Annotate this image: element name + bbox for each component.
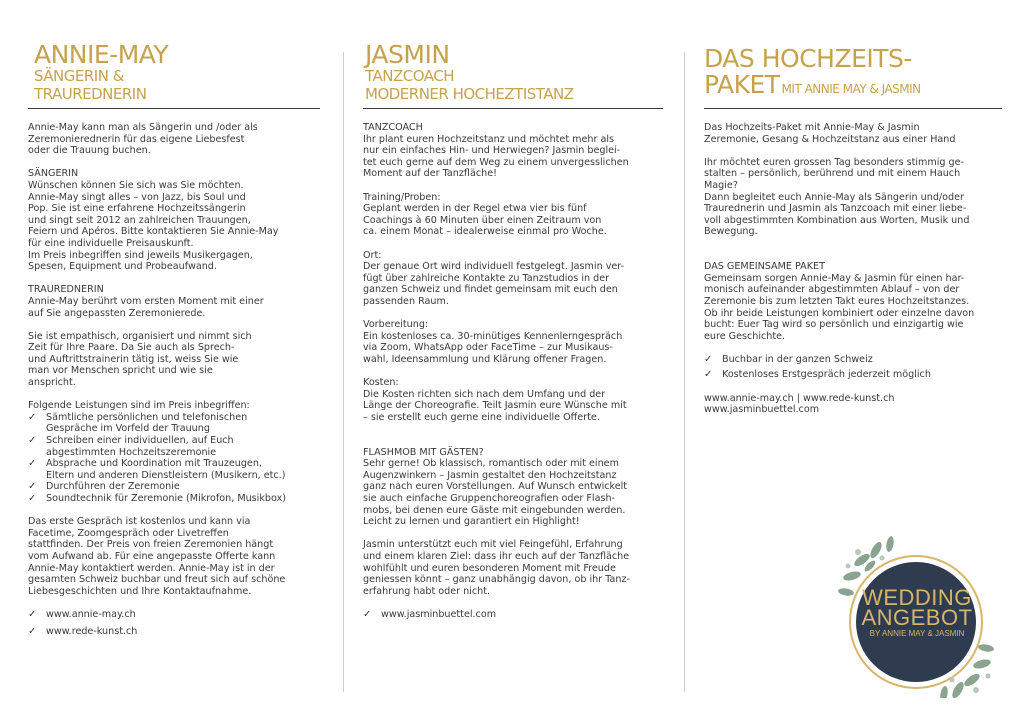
- link-jasminbuettel[interactable]: ✓ www.jasminbuettel.com: [363, 608, 497, 620]
- list-item: ✓ Sämtliche persönlichen und telefonischen Gespräche im Vorfeld der Trauung: [28, 411, 248, 435]
- tanzcoach-text: Ihr plant euren Hochzeitstanz und möchtet mehr als nur ein einfaches Hin- und Herwiegen? Jasmin beglei- tet euch gerne auf dem Weg zu einem unvergesslichen Moment auf der Tanzfläche!: [363, 133, 629, 180]
- flashmob-text: Sehr gerne! Ob klassisch, romantisch oder mit einem Augenzwinkern – Jasmin gestaltet den Hochzeitstanz ganz nach euren Vorstellungen. Auf Wunsch entwickelt sie auch einfache Gruppenchoreografien oder Flash- mobs, bei denen eure Gäste mit eingebunden werden. Leicht zu lernen und garantiert ein Highlight!: [363, 458, 628, 528]
- paket-tag-text: Ihr möchtet euren grossen Tag besonders stimmig ge- stalten – persönlich, berührend und mit einem Hauch Magie? Dann begleitet euch Annie-May als Sängerin und/oder Traurednerin und Jasmin als Tanzcoach mit einer liebe- voll abgestimmten Kombination aus Worten, Musik und Bewegung.: [704, 156, 970, 238]
- annie-may-body: [28, 122, 320, 637]
- paket-title-2-row: [704, 72, 921, 102]
- paket-rule: [704, 108, 1002, 109]
- support-text: Jasmin unterstützt euch mit viel Feingefühl, Erfahrung und einem klaren Ziel: dass ihr euch auf der Tanzfläche wohlfühlt und euren besonderen Moment mit Freude geniessen könnt – ganz unabhängig davon, ob ihr Tanz- erfahrung habt oder nicht.: [363, 539, 630, 597]
- annie-may-subtitle-2: TRAUREDNERIN: [34, 85, 147, 103]
- column-annie-may: [28, 0, 320, 728]
- gespraech-text: Das erste Gespräch ist kostenlos und kann via Facetime, Zoomgespräch oder Livetreffen stattfinden. Der Preis von freien Zeremonien hängt vom Aufwand ab. Für eine angepasste Offerte kann Annie-May kontaktiert werden. Annie-May ist in der gesamten Schweiz buchbar und freut sich auf schöne Liebesgeschichten und Ihre Kontaktaufnahme.: [28, 516, 286, 597]
- training-heading: Training/Proben:: [363, 191, 441, 203]
- paket-body: [704, 122, 1002, 416]
- list-item: ✓ Durchführen der Zeremonie: [28, 481, 180, 493]
- badge-wedding: WEDDING: [862, 585, 972, 610]
- annie-may-subtitle-1: SÄNGERIN &: [34, 67, 124, 85]
- kosten-heading: Kosten:: [363, 377, 399, 389]
- annie-may-intro: Annie-May kann man als Sängerin und /oder als Zeremonierednerin für das eigene Liebesfest oder die Trauung buchen.: [28, 122, 258, 157]
- badge-text: [832, 585, 994, 640]
- vorbereitung-text: Ein kostenloses ca. 30-minütiges Kennenlerngespräch via Zoom, WhatsApp oder FaceTime – zur Musikaus- wahl, Ideensammlung und Klärung offener Fragen.: [363, 330, 623, 365]
- badge-by: BY ANNIE MAY & JASMIN: [869, 629, 965, 638]
- jasmin-subtitle-2: MODERNER HOCHEZTISTANZ: [365, 85, 574, 103]
- paket-title-1: DAS HOCHZEITS-: [704, 44, 912, 73]
- ort-heading: Ort:: [363, 249, 382, 261]
- traurednerin-text: Annie-May berührt vom ersten Moment mit einer auf Sie angepassten Zeremonierede.: [28, 295, 264, 319]
- check-icon: ✓: [28, 458, 37, 470]
- tanzcoach-heading: TANZCOACH: [363, 122, 423, 133]
- jasmin-rule: [363, 108, 663, 109]
- check-icon: ✓: [28, 435, 37, 447]
- list-item: ✓ Schreiben einer individuellen, auf Euch abgestimmten Hochzeitszeremonie: [28, 435, 234, 458]
- list-item: ✓ Buchbar in der ganzen Schweiz: [704, 353, 873, 365]
- annie-may-title: ANNIE-MAY: [34, 40, 169, 69]
- check-icon: ✓: [363, 608, 372, 620]
- saengerin-heading: SÄNGERIN: [28, 168, 79, 180]
- paket-intro: Das Hochzeits-Paket mit Annie-May & Jasmin Zeremonie, Gesang & Hochzeitstanz aus einer Hand: [704, 122, 956, 145]
- empathisch-text: Sie ist empathisch, organisiert und nimmt sich Zeit für Ihre Paare. Da Sie auch als Sprech- und Auftrittstrainerin tätig ist, weiss Sie wie man vor Menschen spricht und wie sie anspricht.: [28, 330, 252, 389]
- check-icon: ✓: [28, 608, 37, 620]
- badge-angebot: ANGEBOT: [861, 605, 973, 630]
- wedding-angebot-logo: [832, 530, 994, 698]
- saengerin-text: Wünschen können Sie sich was Sie möchten. Annie-May singt alles – von Jazz, bis Soul und Pop. Sie ist eine erfahrene Hochzeitssängerin und singt seit 2012 an zahlreichen Trauungen, Feiern und Apéros. Bitte kontaktieren Sie Annie-May für eine individuelle Preisauskunft. Im Preis inbegriffen sind jeweils Musikergagen, Spesen, Equipment und Probeaufwand.: [28, 179, 279, 273]
- list-item: ✓ Soundtechnik für Zeremonie (Mikrofon, Musikbox): [28, 493, 286, 504]
- link-annie-may[interactable]: ✓ www.annie-may.ch: [28, 608, 136, 620]
- check-icon: ✓: [704, 353, 713, 365]
- vorbereitung-heading: Vorbereitung:: [363, 319, 429, 331]
- column-divider-2: [684, 52, 685, 692]
- annie-may-rule: [28, 108, 320, 109]
- paket-title-2: PAKET: [704, 70, 780, 99]
- column-jasmin: [363, 0, 663, 728]
- paket-links-1[interactable]: www.annie-may.ch | www.rede-kunst.ch: [704, 392, 895, 404]
- jasmin-body: [363, 122, 663, 621]
- paket-links-2[interactable]: www.jasminbuettel.com: [704, 404, 820, 416]
- check-icon: ✓: [704, 369, 713, 381]
- paket-title-suffix: MIT ANNIE MAY & JASMIN: [781, 82, 921, 96]
- column-divider-1: [343, 52, 344, 692]
- list-item: ✓ Kostenloses Erstgespräch jederzeit möglich: [704, 369, 931, 381]
- check-icon: ✓: [28, 625, 37, 637]
- training-text: Geplant werden in der Regel etwa vier bis fünf Coachings à 60 Minuten über einen Zeitraum von ca. einem Monat – idealerweise einmal pro Woche.: [363, 203, 607, 238]
- flashmob-heading: FLASHMOB MIT GÄSTEN?: [363, 446, 484, 458]
- list-item: ✓ Absprache und Koordination mit Trauzeugen, Eltern und anderen Dienstleistern (Musikern, etc.): [28, 458, 286, 481]
- traurednerin-heading: TRAUREDNERIN: [28, 284, 104, 296]
- ort-text: Der genaue Ort wird individuell festgelegt. Jasmin ver- fügt über zahlreiche Kontakte zu Tanzstudios in der ganzen Schweiz und findet gemeinsam mit euch den passenden Raum.: [363, 261, 625, 307]
- check-icon: ✓: [28, 493, 37, 504]
- jasmin-subtitle-1: TANZCOACH: [365, 67, 455, 85]
- gemeinsam-heading: DAS GEMEINSAME PAKET: [704, 261, 825, 273]
- jasmin-title: JASMIN: [365, 40, 450, 69]
- gemeinsam-text: Gemeinsam sorgen Annie-May & Jasmin für einen har- monisch aufeinander abgestimmten Ablauf – von der Zeremonie bis zum letzten Takt eures Hochzeitstanzes. Ob ihr beide Leistungen kombiniert oder einzelne davon bucht: Euer Tag wird so persönlich und einzigartig wie eure Geschichte.: [704, 272, 975, 342]
- link-rede-kunst[interactable]: ✓ www.rede-kunst.ch: [28, 625, 138, 637]
- leistungen-intro: Folgende Leistungen sind im Preis inbegriffen:: [28, 400, 250, 412]
- kosten-text: Die Kosten richten sich nach dem Umfang und der Länge der Choreografie. Teilt Jasmin eure Wünsche mit – sie erstellt euch gerne eine individuelle Offerte.: [363, 388, 627, 423]
- check-icon: ✓: [28, 481, 37, 493]
- check-icon: ✓: [28, 411, 37, 423]
